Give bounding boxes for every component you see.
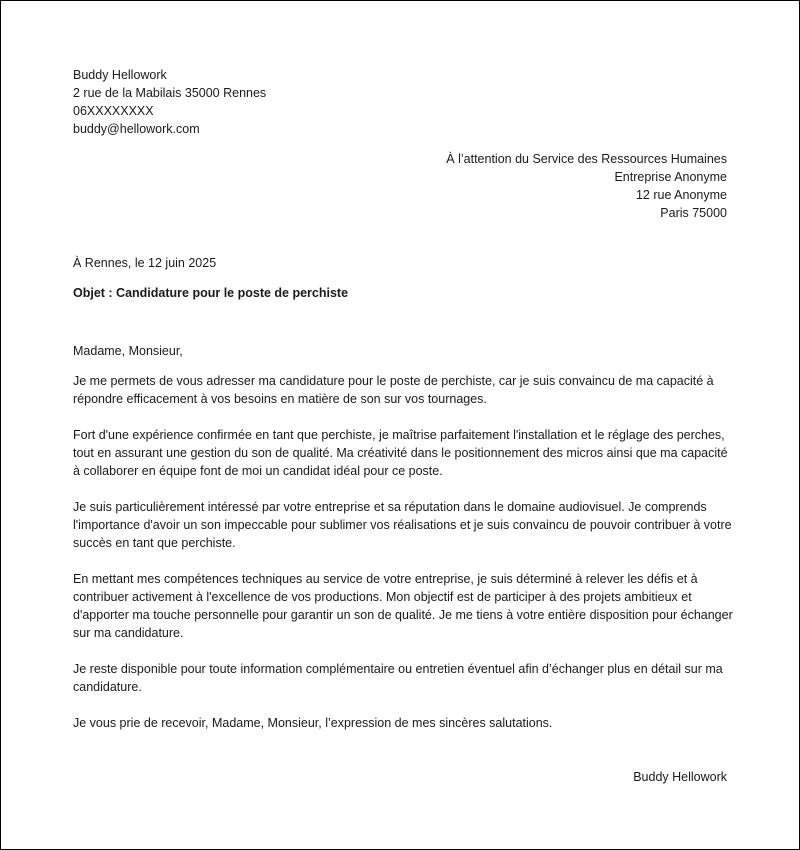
sender-email: buddy@hellowork.com [73,122,200,136]
letter-signature: Buddy Hellowork [633,770,727,784]
sender-address: 2 rue de la Mabilais 35000 Rennes [73,86,267,100]
letter-closing: Je vous prie de recevoir, Madame, Monsieur, l’expression de mes sincères salutations. [73,716,553,730]
body-paragraph: En mettant mes compétences techniques au service de votre entreprise, je suis déterminé à relever les défis et à contribuer activement à l'excellence de vos productions. Mon objectif est de participer à des projets ambitieux et d'apporter ma touche personnelle pour garantir un son de qualité. Je me tiens à votre entière disposition pour échanger sur ma candidature. [73,572,733,640]
letter-body [73,372,733,714]
body-paragraph: Fort d'une expérience confirmée en tant que perchiste, je maîtrise parfaitement l'installation et le réglage des perches, tout en assurant une gestion du son de qualité. Ma créativité dans le positionnement des micros ainsi que ma capacité à collaborer en équipe font de moi un candidat idéal pour ce poste. [73,428,728,478]
letter-subject: Objet : Candidature pour le poste de perchiste [73,286,349,300]
recipient-block [446,150,727,222]
sender-block [73,66,266,138]
sender-phone: 06XXXXXXXX [73,104,154,118]
recipient-attention: À l’attention du Service des Ressources Humaines [446,152,727,166]
recipient-company: Entreprise Anonyme [614,170,727,184]
recipient-street: 12 rue Anonyme [635,188,727,202]
body-paragraph: Je suis particulièrement intéressé par votre entreprise et sa réputation dans le domaine audiovisuel. Je comprends l'importance d'avoir un son impeccable pour sublimer vos réalisations et je suis convaincu de pouvoir contribuer à votre succès en tant que perchiste. [73,500,732,550]
letter-date: À Rennes, le 12 juin 2025 [73,256,217,270]
body-paragraph: Je reste disponible pour toute information complémentaire ou entretien éventuel afin d’échanger plus en détail sur ma candidature. [73,662,723,694]
letter-salutation: Madame, Monsieur, [73,344,183,358]
sender-name: Buddy Hellowork [73,68,167,82]
recipient-city: Paris 75000 [660,206,727,220]
body-paragraph: Je me permets de vous adresser ma candidature pour le poste de perchiste, car je suis convaincu de ma capacité à répondre efficacement à vos besoins en matière de son sur vos tournages. [73,374,714,406]
